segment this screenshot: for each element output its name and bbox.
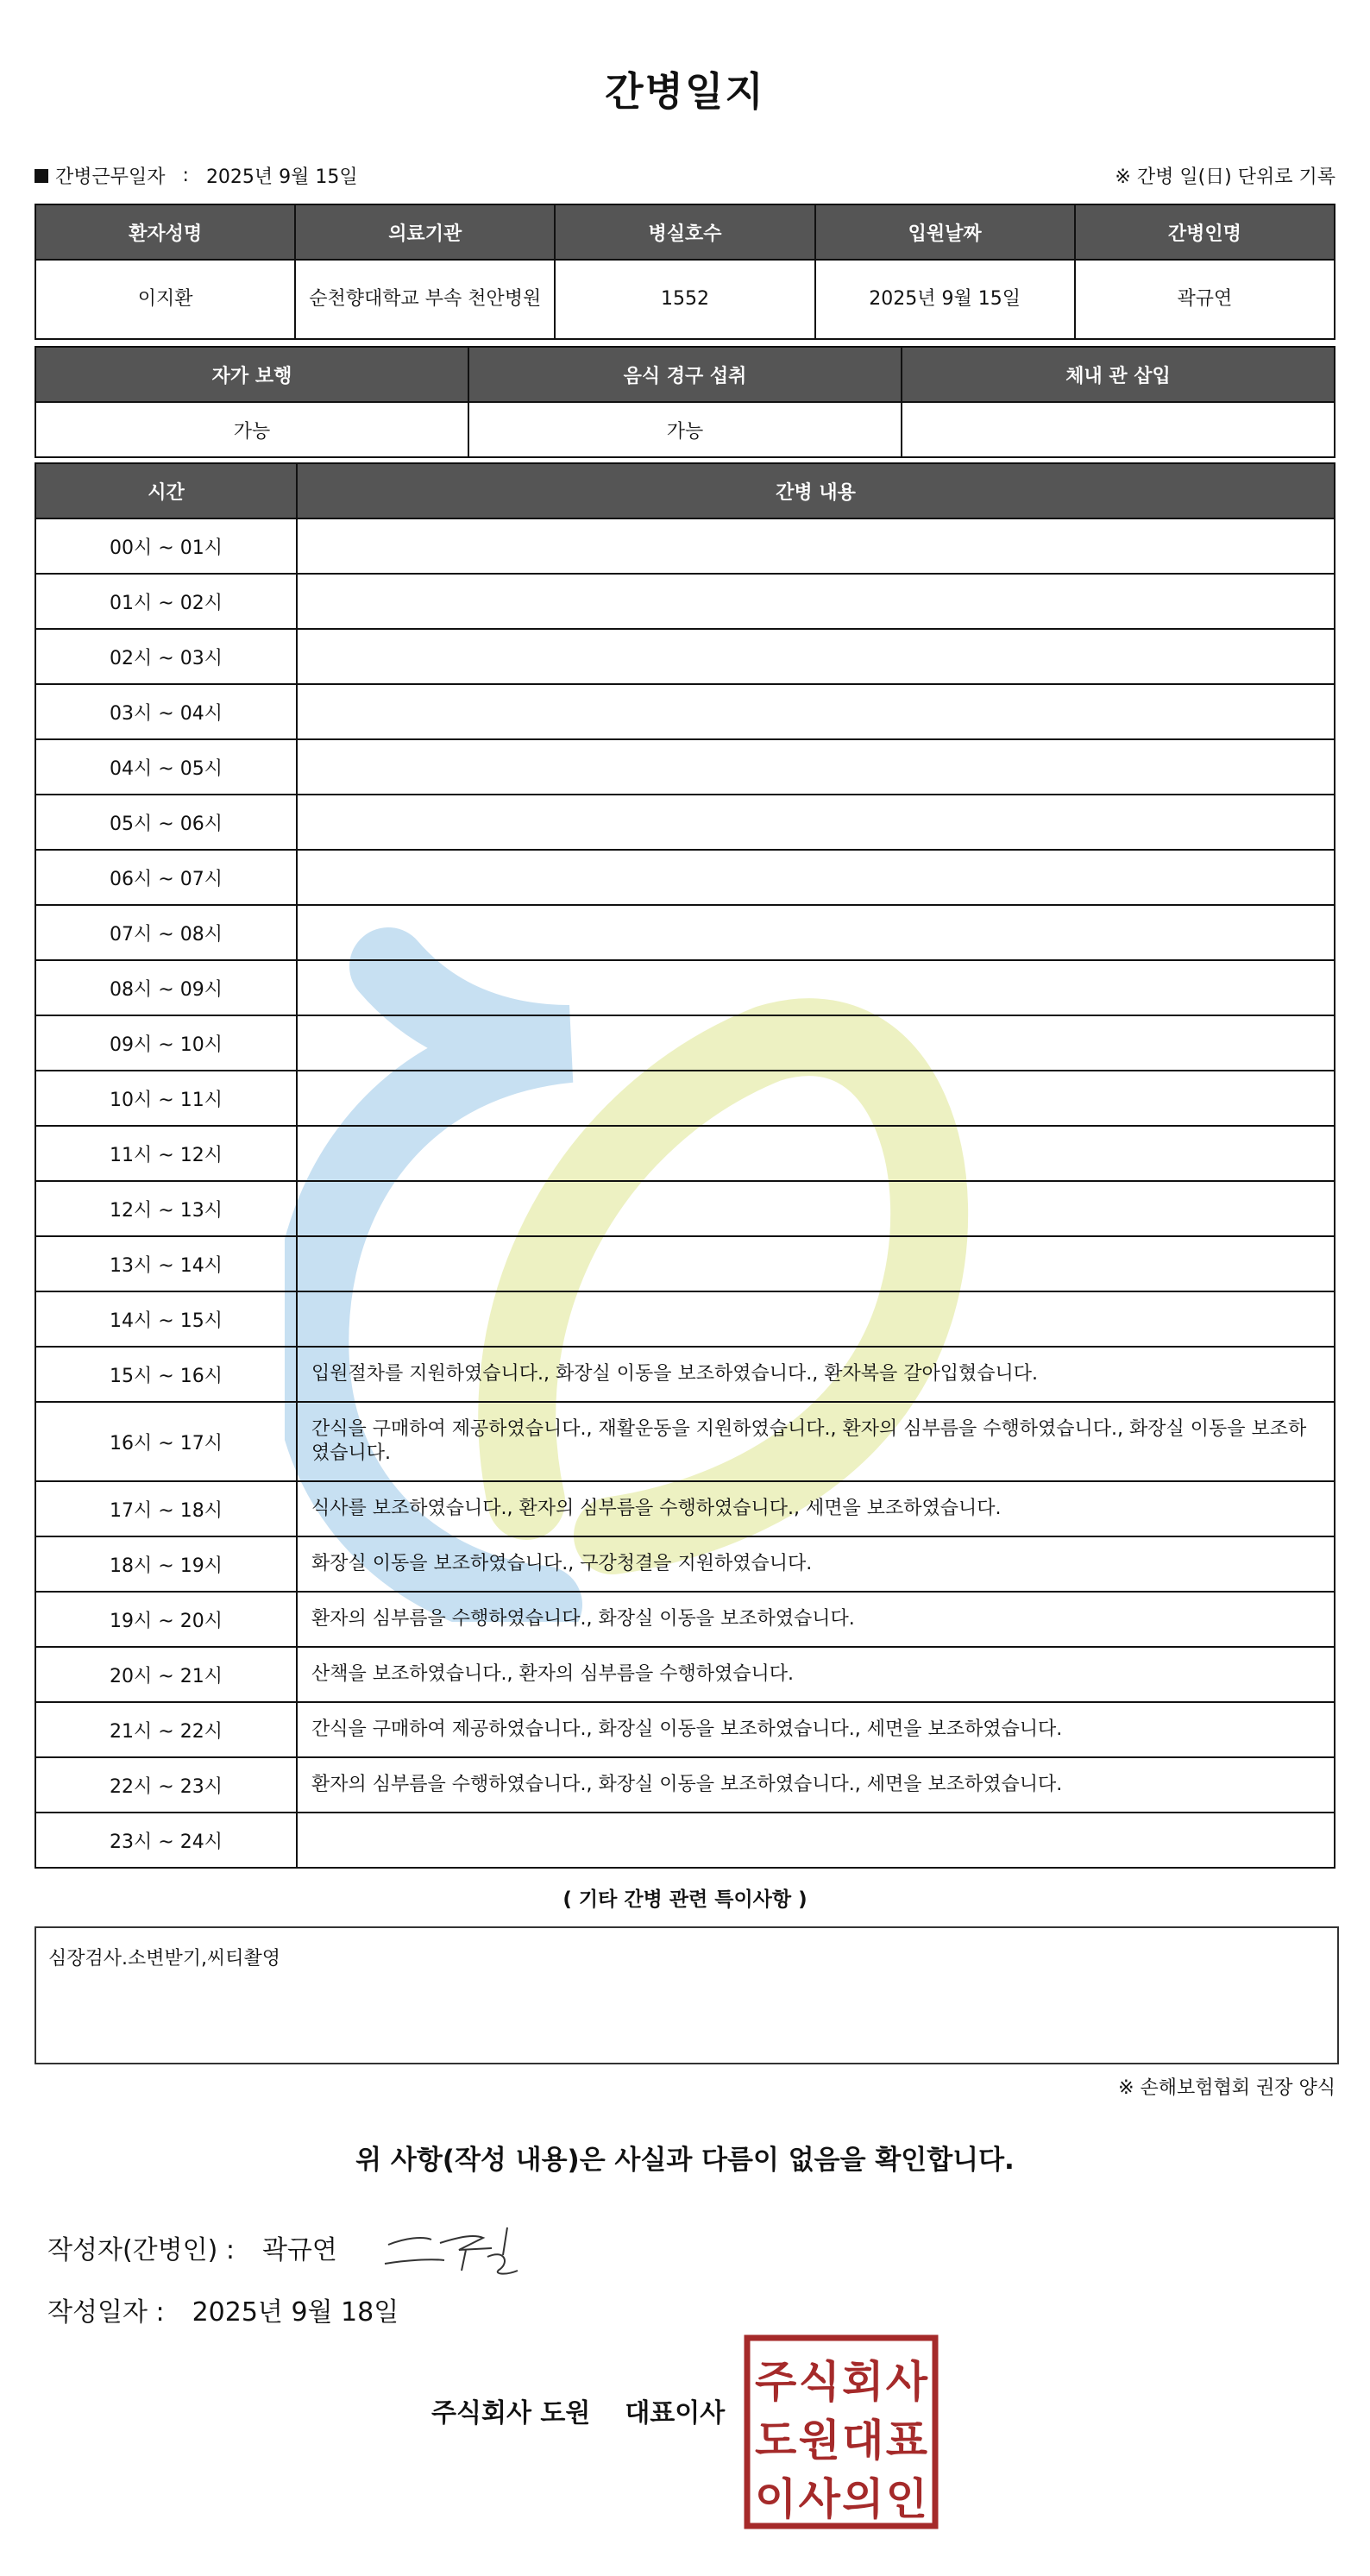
table-row	[35, 1015, 1335, 1071]
work-date-label: 간병근무일자	[55, 166, 166, 188]
care-content: 간식을 구매하여 제공하였습니다., 화장실 이동을 보조하였습니다., 세면을 보조하였습니다.	[297, 1702, 1335, 1757]
care-content	[297, 739, 1335, 795]
admission-date: 2025년 9월 15일	[815, 260, 1075, 339]
writer-line	[47, 2228, 337, 2266]
time-slot: 15시 ~ 16시	[35, 1347, 297, 1402]
time-slot: 02시 ~ 03시	[35, 629, 297, 684]
table-row	[35, 1181, 1335, 1236]
work-date-value: 2025년 9월 15일	[205, 166, 358, 188]
work-date-separator: :	[182, 165, 189, 186]
square-bullet-icon	[35, 169, 48, 183]
time-slot: 20시 ~ 21시	[35, 1647, 297, 1702]
care-content	[297, 1236, 1335, 1291]
tube-insertion-value	[902, 402, 1335, 457]
time-slot: 12시 ~ 13시	[35, 1181, 297, 1236]
company-representative: 대표이사	[625, 2398, 726, 2428]
header-care-content: 간병 내용	[297, 463, 1335, 518]
time-slot: 08시 ~ 09시	[35, 960, 297, 1015]
care-content	[297, 1181, 1335, 1236]
table-row	[35, 629, 1335, 684]
care-content	[297, 1071, 1335, 1126]
care-content	[297, 1813, 1335, 1868]
table-row	[35, 1126, 1335, 1181]
svg-text:이사의인: 이사의인	[755, 2474, 927, 2524]
written-date-label: 작성일자 :	[47, 2297, 165, 2328]
header-tube-insertion: 체내 관 삽입	[902, 347, 1335, 402]
table-row	[35, 1481, 1335, 1536]
written-date-line	[47, 2290, 399, 2328]
room-number: 1552	[555, 260, 814, 339]
care-content	[297, 1291, 1335, 1347]
time-slot: 11시 ~ 12시	[35, 1126, 297, 1181]
oral-intake-value: 가능	[468, 402, 902, 457]
header-time: 시간	[35, 463, 297, 518]
care-content: 환자의 심부름을 수행하였습니다., 화장실 이동을 보조하였습니다.	[297, 1592, 1335, 1647]
time-slot: 16시 ~ 17시	[35, 1402, 297, 1481]
unit-note: ※ 간병 일(日) 단위로 기록	[1115, 166, 1335, 188]
time-slot: 06시 ~ 07시	[35, 850, 297, 905]
care-content: 간식을 구매하여 제공하였습니다., 재활운동을 지원하였습니다., 환자의 심부름을 수행하였습니다., 화장실 이동을 보조하였습니다.	[297, 1402, 1335, 1481]
company-signature-line	[431, 2391, 725, 2429]
table-row	[35, 850, 1335, 905]
care-content	[297, 850, 1335, 905]
table-row	[35, 1757, 1335, 1813]
remarks-box	[35, 1926, 1339, 2064]
care-content	[297, 574, 1335, 629]
header-self-walking: 자가 보행	[35, 347, 468, 402]
table-row	[35, 1347, 1335, 1402]
header-caregiver-name: 간병인명	[1075, 204, 1335, 260]
table-row	[35, 1236, 1335, 1291]
care-content	[297, 905, 1335, 960]
time-slot: 05시 ~ 06시	[35, 795, 297, 850]
table-row	[35, 1702, 1335, 1757]
care-content: 식사를 보조하였습니다., 환자의 심부름을 수행하였습니다., 세면을 보조하였습니다.	[297, 1481, 1335, 1536]
hospital-name: 순천향대학교 부속 천안병원	[295, 260, 555, 339]
table-row	[35, 1071, 1335, 1126]
time-slot: 01시 ~ 02시	[35, 574, 297, 629]
writer-label: 작성자(간병인) :	[47, 2235, 235, 2265]
table-row	[35, 905, 1335, 960]
patient-ability-table	[35, 346, 1335, 458]
table-row	[35, 518, 1335, 574]
page-title: 간병일지	[605, 68, 765, 115]
time-slot: 04시 ~ 05시	[35, 739, 297, 795]
time-slot: 10시 ~ 11시	[35, 1071, 297, 1126]
table-row	[35, 1647, 1335, 1702]
self-walking-value: 가능	[35, 402, 468, 457]
table-row	[35, 960, 1335, 1015]
patient-info-table	[35, 204, 1335, 340]
time-slot: 18시 ~ 19시	[35, 1536, 297, 1592]
header-admission-date: 입원날짜	[815, 204, 1075, 260]
time-slot: 13시 ~ 14시	[35, 1236, 297, 1291]
company-seal-stamp	[744, 2334, 939, 2529]
care-content: 화장실 이동을 보조하였습니다., 구강청결을 지원하였습니다.	[297, 1536, 1335, 1592]
time-slot: 17시 ~ 18시	[35, 1481, 297, 1536]
header-hospital: 의료기관	[295, 204, 555, 260]
table-row	[35, 1402, 1335, 1481]
table-row	[35, 739, 1335, 795]
care-content: 입원절차를 지원하였습니다., 화장실 이동을 보조하였습니다., 환자복을 갈아입혔습니다.	[297, 1347, 1335, 1402]
care-content	[297, 1126, 1335, 1181]
remarks-text: 심장검사.소변받기,씨티촬영	[48, 1948, 281, 1970]
svg-text:도원대표: 도원대표	[755, 2416, 927, 2466]
work-date-row	[35, 162, 1335, 193]
time-slot: 21시 ~ 22시	[35, 1702, 297, 1757]
time-slot: 22시 ~ 23시	[35, 1757, 297, 1813]
time-slot: 07시 ~ 08시	[35, 905, 297, 960]
table-row	[35, 1536, 1335, 1592]
time-slot: 19시 ~ 20시	[35, 1592, 297, 1647]
written-date-value: 2025년 9월 18일	[192, 2297, 399, 2328]
care-content	[297, 960, 1335, 1015]
time-slot: 03시 ~ 04시	[35, 684, 297, 739]
care-log-table	[35, 462, 1335, 1869]
care-content	[297, 684, 1335, 739]
time-slot: 09시 ~ 10시	[35, 1015, 297, 1071]
company-name: 주식회사 도원	[431, 2398, 591, 2428]
handwritten-signature	[380, 2219, 526, 2279]
svg-text:주식회사: 주식회사	[755, 2357, 927, 2407]
table-row	[35, 1813, 1335, 1868]
table-row	[35, 1291, 1335, 1347]
table-row	[35, 684, 1335, 739]
care-content	[297, 1015, 1335, 1071]
table-row	[35, 1592, 1335, 1647]
caregiver-name: 곽규연	[1075, 260, 1335, 339]
time-slot: 23시 ~ 24시	[35, 1813, 297, 1868]
care-content	[297, 629, 1335, 684]
time-slot: 00시 ~ 01시	[35, 518, 297, 574]
form-note: ※ 손해보험협회 권장 양식	[1118, 2077, 1335, 2099]
care-content: 산책을 보조하였습니다., 환자의 심부름을 수행하였습니다.	[297, 1647, 1335, 1702]
writer-name: 곽규연	[261, 2235, 337, 2265]
patient-name: 이지환	[35, 260, 295, 339]
table-row	[35, 574, 1335, 629]
header-patient-name: 환자성명	[35, 204, 295, 260]
header-room-number: 병실호수	[555, 204, 814, 260]
remarks-title: ( 기타 간병 관련 특이사항 )	[562, 1888, 808, 1911]
care-content	[297, 795, 1335, 850]
table-row	[35, 795, 1335, 850]
care-content	[297, 518, 1335, 574]
confirmation-statement: 위 사항(작성 내용)은 사실과 다름이 없음을 확인합니다.	[355, 2145, 1015, 2176]
header-oral-intake: 음식 경구 섭취	[468, 347, 902, 402]
time-slot: 14시 ~ 15시	[35, 1291, 297, 1347]
care-content: 환자의 심부름을 수행하였습니다., 화장실 이동을 보조하였습니다., 세면을 보조하였습니다.	[297, 1757, 1335, 1813]
